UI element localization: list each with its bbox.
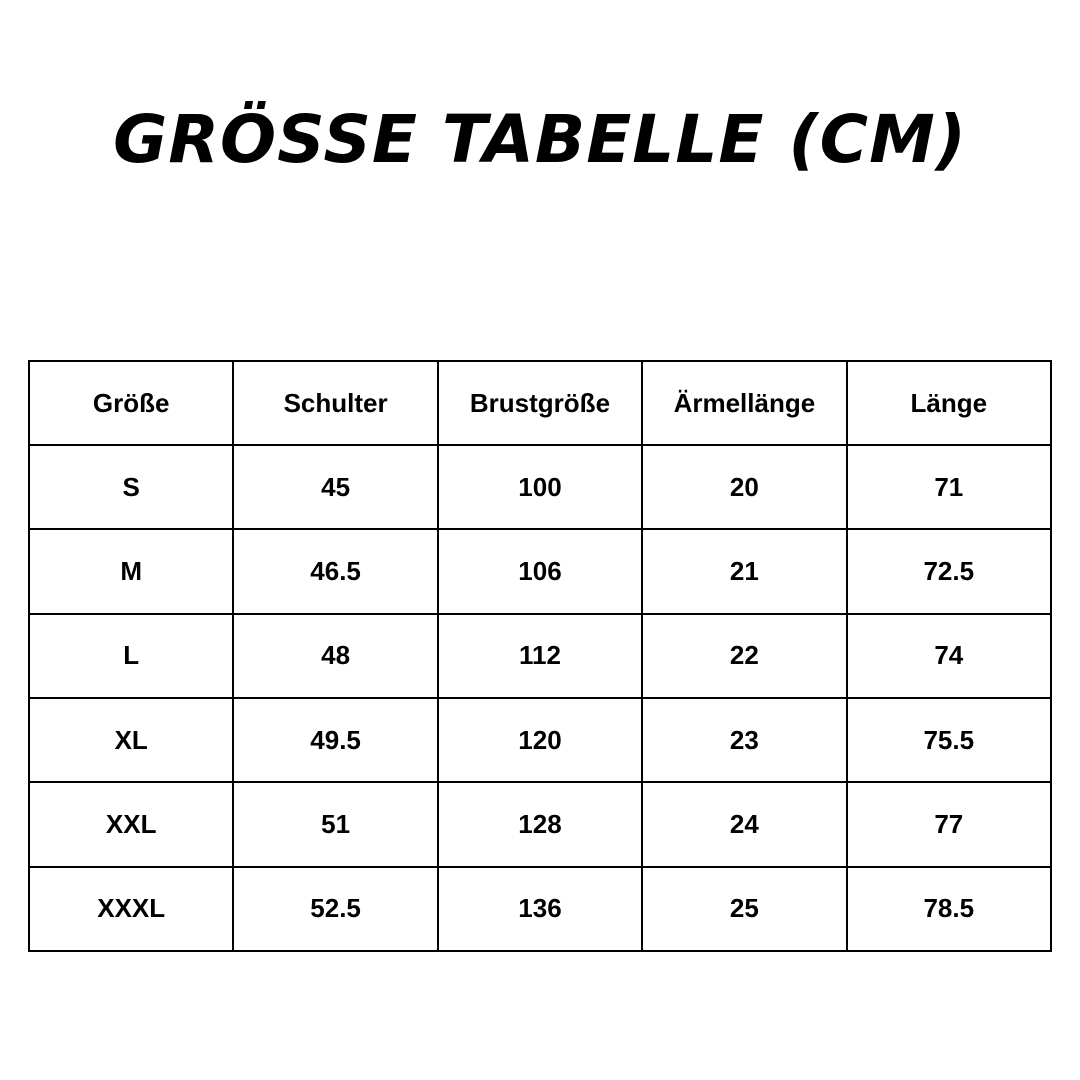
table-row: [29, 782, 1051, 866]
table-cell-brustgroesse: 128: [438, 782, 642, 866]
header-brustgroesse: Brustgröße: [438, 361, 642, 445]
table-cell-laenge: 74: [847, 614, 1051, 698]
table-cell-aermellaenge: 23: [642, 698, 846, 782]
header-laenge: Länge: [847, 361, 1051, 445]
table-cell-aermellaenge: 20: [642, 445, 846, 529]
table-cell-brustgroesse: 120: [438, 698, 642, 782]
header-aermellaenge: Ärmellänge: [642, 361, 846, 445]
table-cell-size: M: [29, 529, 233, 613]
table-header-row: [29, 361, 1051, 445]
table-cell-laenge: 78.5: [847, 867, 1051, 951]
table-cell-aermellaenge: 22: [642, 614, 846, 698]
table-row: [29, 698, 1051, 782]
page-title: GRÖSSE TABELLE (CM): [113, 101, 967, 178]
table-cell-brustgroesse: 106: [438, 529, 642, 613]
table-cell-size: XXL: [29, 782, 233, 866]
table-cell-aermellaenge: 25: [642, 867, 846, 951]
table-cell-laenge: 72.5: [847, 529, 1051, 613]
table-cell-laenge: 71: [847, 445, 1051, 529]
table-row: [29, 867, 1051, 951]
header-groesse: Größe: [29, 361, 233, 445]
table-cell-schulter: 48: [233, 614, 437, 698]
table-cell-aermellaenge: 24: [642, 782, 846, 866]
table-row: [29, 445, 1051, 529]
table-cell-schulter: 49.5: [233, 698, 437, 782]
size-table: [28, 360, 1052, 952]
table-cell-schulter: 45: [233, 445, 437, 529]
table-cell-laenge: 75.5: [847, 698, 1051, 782]
table-row: [29, 614, 1051, 698]
table-cell-schulter: 46.5: [233, 529, 437, 613]
table-cell-size: XL: [29, 698, 233, 782]
table-cell-schulter: 51: [233, 782, 437, 866]
table-cell-size: L: [29, 614, 233, 698]
table-cell-brustgroesse: 136: [438, 867, 642, 951]
header-schulter: Schulter: [233, 361, 437, 445]
table-row: [29, 529, 1051, 613]
table-cell-brustgroesse: 112: [438, 614, 642, 698]
table-cell-schulter: 52.5: [233, 867, 437, 951]
table-cell-aermellaenge: 21: [642, 529, 846, 613]
table-cell-brustgroesse: 100: [438, 445, 642, 529]
table-cell-size: S: [29, 445, 233, 529]
table-cell-size: XXXL: [29, 867, 233, 951]
table-cell-laenge: 77: [847, 782, 1051, 866]
